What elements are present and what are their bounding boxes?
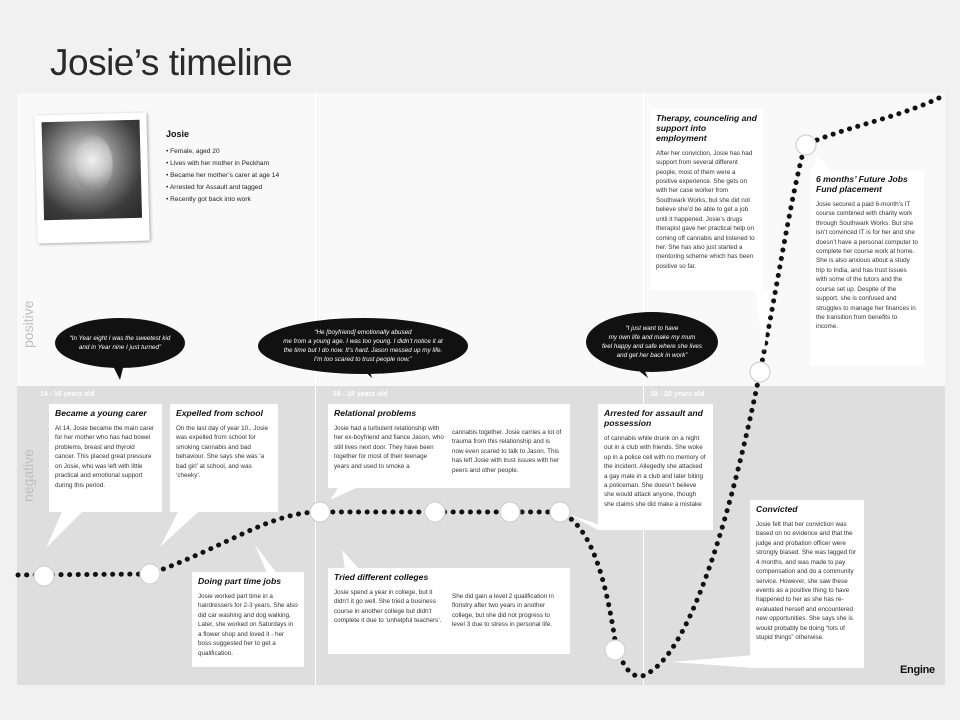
event-column (452, 573, 562, 649)
age-label: 14 - 16 years old (40, 391, 95, 398)
age-label: 16 - 18 years old (333, 391, 388, 398)
event-title: 6 months’ Future Jobs Fund placement (816, 174, 908, 194)
quote-bubble (55, 318, 185, 368)
event-column (334, 409, 444, 483)
card-tail (812, 155, 830, 170)
card-tail (46, 512, 82, 548)
node-arrested (550, 502, 570, 522)
event-text: of cannabis while drunk on a night out in a club with friends. She woke up in a police cell with no memory of the incident. Allegedly she attacked a gay male in a club and later biting a policeman. She doesn’t believe she would attack anyone, though she claims she did make a mistake (604, 434, 706, 508)
event-card-different-colleges (328, 568, 570, 654)
event-card-part-time-jobs (192, 572, 304, 667)
event-text: Josie worked part time in a hairdressers for 2-3 years. She also did car washing and dog walking. Later, she worked on Saturdays in a flower shop and loved it - her boss suggested her to get a qualification. (198, 592, 298, 657)
age-label: 18 - 20 years old (650, 391, 705, 398)
event-column (334, 573, 444, 649)
profile-fact: • Recently got back into work (166, 194, 316, 206)
event-title: Became a young carer (55, 408, 147, 418)
portrait-image (42, 120, 143, 221)
event-text: cannabis together. Josie carries a lot of trauma from this relationship and is now even scared to talk to Jason. This has left Josie with trust issues with her peers and other people. (452, 429, 562, 474)
profile-fact: • Arrested for Assault and tagged (166, 182, 316, 194)
quote-line: and in Year nine I just turned” (78, 344, 162, 351)
event-card-young-carer (49, 404, 162, 512)
event-title: Therapy, counceling and support into employment (656, 113, 757, 143)
event-card-expelled (170, 404, 278, 512)
event-text: She did gain a level 2 qualification in floristry after two years in another college, but she did not progress to level 3 due to stress in personal life. (452, 593, 554, 629)
quote-line: I’m too scared to trust people now.” (313, 356, 412, 364)
event-card-therapy (650, 109, 763, 290)
quote-line: feel happy and safe where she lives (601, 343, 703, 350)
page-title: Josie’s timeline (50, 42, 293, 83)
profile-fact: • Lives with her mother in Peckham (166, 158, 316, 170)
engine-logo: Engine (900, 664, 935, 676)
quote-line: and get her back in work” (616, 352, 688, 360)
event-text: Josie felt that her conviction was based on no evidence and that the judge and probation officer were strongly biased. She was tagged for 4 months, and was made to pay compensation and do a community service. However, she saw these events as a positive thing to have happened to her as she has re-evaluated herself and encountered new opportunities. She says she is would probably be doing “lots of stupid things” otherwise. (756, 520, 857, 642)
event-title: Expelled from school (176, 408, 263, 418)
event-title: Relational problems (334, 408, 417, 418)
event-title: Doing part time jobs (198, 576, 282, 586)
node-therapy (750, 362, 770, 382)
event-title: Convicted (756, 504, 798, 514)
quote-line: “In Year eight I was the sweetest kid (69, 334, 171, 342)
node-relational-problems (310, 502, 330, 522)
quote-line: my own life and make my mum (608, 333, 696, 341)
profile-fact: • Became her mother’s carer at age 14 (166, 170, 316, 182)
quote-bubble (258, 318, 468, 374)
card-tail (160, 512, 198, 547)
quote-line: “I just want to have (625, 324, 679, 332)
event-text: On the last day of year 10., Josie was expelled from school for smoking cannabis and bad behaviour. She says she was ‘a bad girl’ at school, and was ‘cheeky’. (176, 424, 269, 480)
event-text: Josie had a turbulent relationship with her ex-boyfriend and fiance Jason, who still lives next door. They have been together for most of their teenage years and used to smoke a (334, 424, 444, 470)
event-text: Josie secured a paid 6-month’s IT course combined with charity work through Southwark Works. But she isn’t convinced IT is for her and she doesn’t have a personal computer to complete her course work at home. She is also anxious about a study trip to India, and has trust issues with some of the tutors and the course set up. Despite of the support, she is confused and struggles to manage her finances in the transition from benefits to income. (816, 200, 918, 331)
node-convicted (605, 640, 625, 660)
event-title: Tried different colleges (334, 572, 429, 582)
event-card-arrested (598, 404, 713, 530)
profile-name: Josie (166, 129, 190, 139)
event-text: After her conviction, Josie has had support from several different people, most of them were a positive experience. She gets on with her case worker from Southwark Works, but she did not believe she’d be able to get a job until it happened. Josie’s drugs therapist gave her practical help on coming off cannabis and listened to her. She has also just started a mentoring scheme which has been positive so far. (656, 149, 755, 270)
negative-axis-label: negative (20, 449, 36, 502)
event-card-convicted (750, 500, 864, 668)
event-text: At 14, Josie became the main carer for her mother who has had bowel problems, breast and thyroid cancer. This placed great pressure on Josie, who was left with little practical and emotional support during this period. (55, 424, 155, 489)
event-column (452, 409, 562, 483)
profile-summary (166, 126, 316, 207)
node-part-time-jobs (140, 564, 160, 584)
node-young-carer (34, 566, 54, 586)
node-future-jobs (796, 135, 816, 155)
profile-fact: • Female, aged 20 (166, 146, 316, 158)
profile-facts (166, 146, 316, 207)
quote-bubble (586, 312, 718, 372)
quote-line: me from a young age. I was too young. I didn’t notice it at (283, 337, 443, 345)
event-title: Arrested for assault and possession (604, 408, 703, 428)
positive-axis-label: positive (20, 300, 36, 348)
card-tail (342, 550, 360, 570)
quote-line: the time but I do now. It’s hard. Jason messed up my life. (283, 347, 443, 354)
node-colleges-2 (500, 502, 520, 522)
event-card-future-jobs (810, 170, 924, 366)
profile-photo (34, 113, 149, 244)
card-tail (672, 655, 754, 668)
event-text: Josie spend a year in college, but it didn’t it go well. She tried a business course in another college but didn’t complete it due to ‘unhelpful teachers’. (334, 588, 442, 625)
event-card-relational (328, 404, 570, 488)
node-different-colleges (425, 502, 445, 522)
quote-line: “He [boyfriend] emotionally abused (314, 328, 412, 336)
card-tail (330, 488, 356, 500)
